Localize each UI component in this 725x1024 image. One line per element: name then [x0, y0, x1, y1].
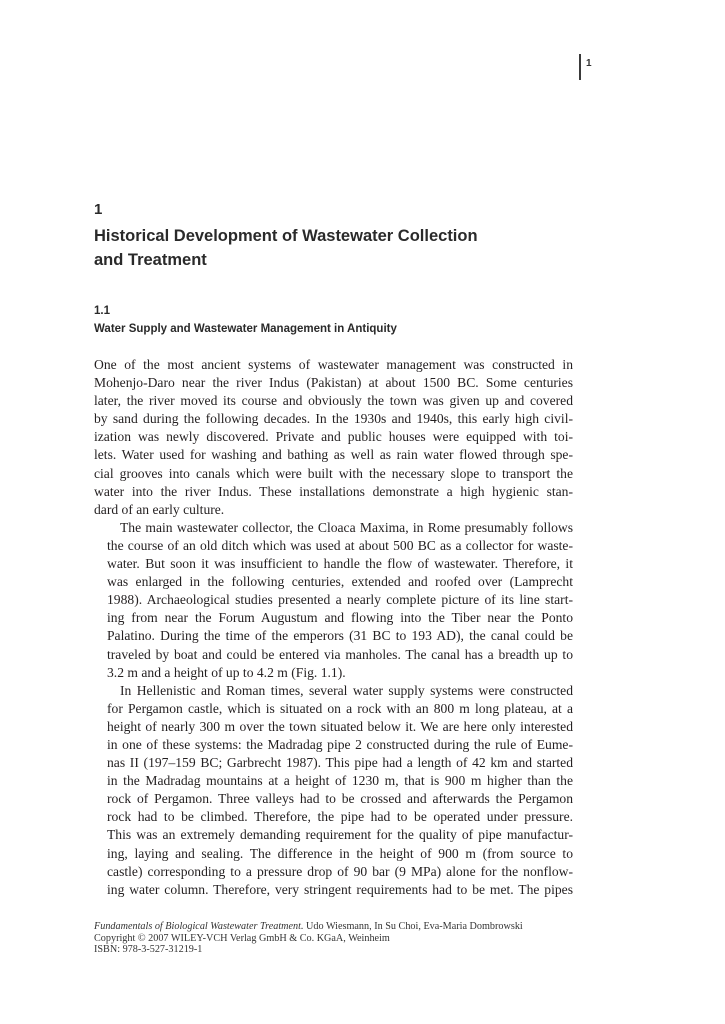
page-number: 1 [586, 58, 592, 69]
isbn: ISBN: 978-3-527-31219-1 [94, 944, 203, 956]
footer-citation [94, 921, 574, 956]
text-line: ization was newly discovered. Private and public houses were equipped with toi- [94, 429, 573, 445]
body-text [94, 356, 573, 899]
text-line: traveled by boat and could be entered via manholes. The canal has a breadth up to [107, 646, 573, 662]
text-line: cial grooves into canals which were built with the necessary slope to transport the [94, 465, 573, 481]
text-line: Palatino. During the time of the emperors (31 BC to 193 AD), the canal could be [107, 628, 573, 644]
text-line: One of the most ancient systems of wastewater management was constructed in [94, 357, 573, 372]
chapter-title-line-1: Historical Development of Wastewater Collection [94, 227, 478, 245]
section-title: Water Supply and Wastewater Management in Antiquity [94, 323, 397, 335]
text-line: This was an extremely demanding requirement for the quality of pipe manufactur- [107, 827, 573, 843]
text-line: was enlarged in the following centuries, extended and roofed over (Lamprecht [107, 574, 573, 590]
book-title: Fundamentals of Biological Wastewater Treatment. [94, 921, 304, 932]
text-line: ing, laying and sealing. The difference in the height of 900 m (from source to [107, 845, 573, 861]
text-line: water. But soon it was insufficient to handle the flow of wastewater. Therefore, it [107, 556, 573, 572]
text-line: rock had to be climbed. Therefore, the pipe had to be operated under pressure. [107, 809, 573, 825]
citation-line [94, 921, 574, 933]
chapter-title-line-2: and Treatment [94, 251, 207, 269]
copyright: Copyright © 2007 WILEY-VCH Verlag GmbH & Co. KGaA, Weinheim [94, 932, 390, 944]
text-line: ing from near the Forum Augustum and flowing into the Tiber near the Ponto [107, 610, 573, 626]
chapter-number: 1 [94, 201, 103, 218]
text-line: Mohenjo-Daro near the river Indus (Pakistan) at about 1500 BC. Some centuries [94, 375, 573, 391]
text-line: lets. Water used for washing and bathing as well as rain water flowed through spe- [94, 447, 573, 463]
page-number-rule [579, 54, 581, 80]
paragraph-2 [94, 519, 573, 682]
text-line: In Hellenistic and Roman times, several water supply systems were constructed [120, 682, 573, 698]
authors: Udo Wiesmann, In Su Choi, Eva-Maria Dombrowski [303, 921, 523, 932]
text-line: in the Madradag mountains at a height of 1230 m, that is 900 m higher than the [107, 773, 573, 789]
section-number: 1.1 [94, 305, 110, 317]
paragraph-3 [94, 682, 573, 899]
text-line: rock of Pergamon. Three valleys had to be crossed and afterwards the Pergamon [107, 791, 573, 807]
text-line: The main wastewater collector, the Cloaca Maxima, in Rome presumably follows [120, 519, 573, 535]
text-line: nas II (197–159 BC; Garbrecht 1987). This pipe had a length of 42 km and started [107, 755, 573, 771]
text-line: castle) corresponding to a pressure drop of 90 bar (9 MPa) alone for the nonflow- [107, 863, 573, 879]
text-line: water into the river Indus. These installations demonstrate a high hygienic stan- [94, 483, 573, 499]
text-line: ing water column. Therefore, very stringent requirements had to be met. The pipes [107, 881, 573, 897]
text-line: later, the river moved its course and obviously the town was given up and covered [94, 393, 573, 409]
text-line: by sand during the following decades. In the 1930s and 1940s, this early high civil- [94, 411, 573, 427]
text-line: dard of an early culture. [94, 501, 225, 517]
text-line: height of nearly 300 m over the town situated below it. We are here only interested [107, 718, 573, 734]
text-line: in one of these systems: the Madradag pipe 2 constructed during the rule of Eume- [107, 736, 573, 752]
text-line: for Pergamon castle, which is situated on a rock with an 800 m long plateau, at a [107, 700, 573, 716]
paragraph-1 [94, 356, 573, 519]
text-line: 3.2 m and a height of up to 4.2 m (Fig. 1.1). [107, 664, 346, 680]
text-line: the course of an old ditch which was used at about 500 BC as a collector for waste- [107, 537, 573, 553]
text-line: 1988). Archaeological studies presented a nearly complete picture of its line start- [107, 592, 573, 608]
chapter-title [94, 224, 554, 272]
